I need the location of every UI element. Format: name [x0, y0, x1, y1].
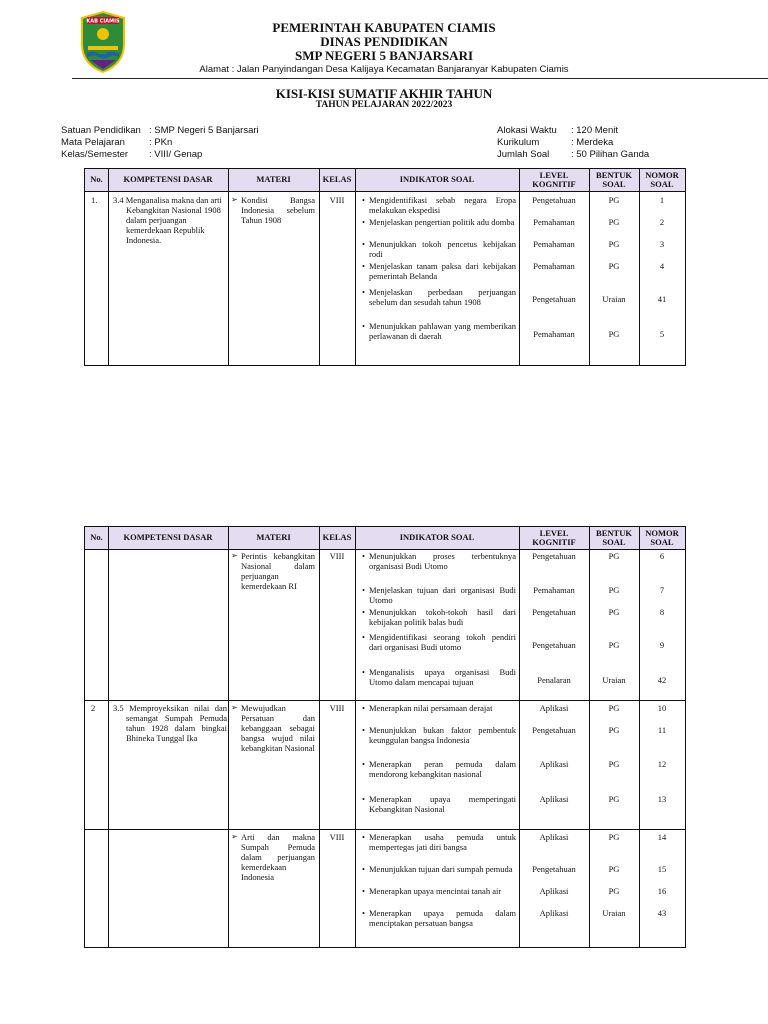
bentuk-soal-cell: PG — [608, 703, 620, 713]
indikator-item: • Menjelaskan tanam paksa dari kebijakan pemerintah Belanda — [358, 261, 516, 281]
indikator-item: • Menerapkan upaya pemuda dalam menciptakan persatuan bangsa — [358, 908, 516, 928]
row-divider — [85, 829, 685, 830]
indikator-item: • Menunjukkan proses terbentuknya organisasi Budi Utomo — [358, 551, 516, 571]
col-header-level-kognitif: LEVEL KOGNITIF — [532, 527, 576, 547]
col-header-no: No. — [90, 174, 103, 185]
bentuk-soal-cell: PG — [608, 585, 620, 595]
bentuk-soal-cell: PG — [608, 725, 620, 735]
bullet-dot-icon: • — [362, 794, 365, 804]
level-kognitif-cell: Pengetahuan — [532, 607, 576, 617]
nomor-soal-cell: 1 — [659, 195, 665, 205]
kelas-cell: VIII — [329, 195, 345, 205]
bentuk-soal-cell: PG — [608, 217, 620, 227]
indikator-item: • Mengidentifikasi seorang tokoh pendiri dari organisasi Budi utomo — [358, 632, 516, 652]
bentuk-soal-cell: Uraian — [602, 908, 626, 918]
bullet-dot-icon: • — [362, 703, 365, 713]
bentuk-soal-cell: PG — [608, 261, 620, 271]
indikator-item: • Menunjukkan pahlawan yang memberikan perlawanan di daerah — [358, 321, 516, 341]
bullet-dot-icon: • — [362, 908, 365, 918]
indikator-item: • Menganalisis upaya organisasi Budi Utomo dalam mencapai tujuan — [358, 667, 516, 687]
indikator-item: • Menerapkan usaha pemuda untuk mempertegas jati diri bangsa — [358, 832, 516, 852]
nomor-soal-cell: 13 — [657, 794, 667, 804]
col-header-level-kognitif: LEVEL KOGNITIF — [532, 169, 576, 189]
level-kognitif-cell: Pengetahuan — [532, 294, 576, 304]
bullet-dot-icon: • — [362, 632, 365, 642]
materi-cell — [231, 551, 315, 591]
row-number: 2 — [91, 703, 96, 713]
materi-cell — [231, 195, 315, 225]
bentuk-soal-cell: PG — [608, 607, 620, 617]
bullet-dot-icon: • — [362, 287, 365, 297]
svg-text:KAB CIAMIS: KAB CIAMIS — [86, 18, 120, 25]
indikator-item: • Menunjukkan tokoh-tokoh hasil dari kebijakan politik balas budi — [358, 607, 516, 627]
bullet-dot-icon: • — [362, 321, 365, 331]
bullet-dot-icon: • — [362, 667, 365, 677]
col-header-nomor-soal: NOMOR SOAL — [645, 527, 679, 547]
nomor-soal-cell: 15 — [657, 864, 667, 874]
col-header-bentuk-soal: BENTUK SOAL — [596, 527, 632, 547]
school-address: Alamat : Jalan Panyindangan Desa Kalijaya Kecamatan Banjaranyar Kabupaten Ciamis — [199, 64, 569, 75]
col-header-bentuk-soal: BENTUK SOAL — [596, 169, 632, 189]
indikator-item: • Menerapkan upaya mencintai tanah air — [358, 886, 516, 896]
col-header-indikator-soal: INDIKATOR SOAL — [399, 174, 475, 185]
bentuk-soal-cell: PG — [608, 551, 620, 561]
col-header-materi: MATERI — [256, 532, 291, 543]
level-kognitif-cell: Pemahaman — [533, 329, 575, 339]
school-name: SMP NEGERI 5 BANJARSARI — [294, 48, 474, 63]
nomor-soal-cell: 16 — [657, 886, 667, 896]
nomor-soal-cell: 2 — [659, 217, 665, 227]
bentuk-soal-cell: PG — [608, 832, 620, 842]
row-divider — [85, 700, 685, 701]
nomor-soal-cell: 43 — [657, 908, 667, 918]
bullet-dot-icon: • — [362, 864, 365, 874]
info-value: : VIII/ Genap — [149, 149, 203, 160]
kisi-kisi-table-1 — [84, 168, 686, 366]
bullet-dot-icon: • — [362, 239, 365, 249]
level-kognitif-cell: Aplikasi — [539, 759, 569, 769]
level-kognitif-cell: Pengetahuan — [532, 640, 576, 650]
bentuk-soal-cell: PG — [608, 329, 620, 339]
bullet-dot-icon: • — [362, 261, 365, 271]
kisi-kisi-table-2 — [84, 526, 686, 948]
info-value: : SMP Negeri 5 Banjarsari — [149, 125, 259, 136]
materi-cell — [231, 832, 315, 882]
level-kognitif-cell: Pemahaman — [533, 217, 575, 227]
col-header-kompetensi-dasar: KOMPETENSI DASAR — [123, 532, 213, 543]
info-label: Kelas/Semester — [61, 149, 129, 160]
materi-text: Kondisi Bangsa Indonesia sebelum Tahun 1908 — [241, 195, 315, 225]
info-value: : 50 Pilihan Ganda — [571, 149, 650, 160]
indikator-item: • Menunjukkan bukan faktor pembentuk keunggulan bangsa Indonesia — [358, 725, 516, 745]
bullet-dot-icon: • — [362, 551, 365, 561]
bentuk-soal-cell: PG — [608, 864, 620, 874]
nomor-soal-cell: 10 — [657, 703, 667, 713]
bentuk-soal-cell: PG — [608, 886, 620, 896]
col-header-kelas: KELAS — [322, 174, 352, 185]
nomor-soal-cell: 14 — [657, 832, 667, 842]
indikator-item: • Menunjukkan tokoh pencetus kebijakan rodi — [358, 239, 516, 259]
nomor-soal-cell: 11 — [657, 725, 667, 735]
bullet-arrow-icon: ➢ — [231, 551, 238, 560]
info-value: : PKn — [149, 137, 173, 148]
materi-text: Perintis kebangkitan Nasional dalam perjuangan kemerdekaan RI — [241, 551, 315, 591]
bullet-dot-icon: • — [362, 759, 365, 769]
info-label: Alokasi Waktu — [497, 125, 557, 136]
kelas-cell: VIII — [329, 551, 345, 561]
table-header-row — [85, 527, 685, 550]
bentuk-soal-cell: Uraian — [602, 675, 626, 685]
nomor-soal-cell: 3 — [659, 239, 665, 249]
indikator-item: • Menunjukkan tujuan dari sumpah pemuda — [358, 864, 516, 874]
department-name: DINAS PENDIDIKAN — [320, 34, 448, 49]
level-kognitif-cell: Pemahaman — [533, 261, 575, 271]
nomor-soal-cell: 4 — [659, 261, 665, 271]
row-number: 1. — [91, 195, 98, 205]
table-header-row — [85, 169, 685, 192]
nomor-soal-cell: 42 — [657, 675, 667, 685]
col-header-kelas: KELAS — [322, 532, 352, 543]
nomor-soal-cell: 6 — [659, 551, 665, 561]
info-value: : 120 Menit — [571, 125, 618, 136]
level-kognitif-cell: Pemahaman — [533, 585, 575, 595]
bentuk-soal-cell: PG — [608, 759, 620, 769]
document-title: KISI-KISI SUMATIF AKHIR TAHUN — [275, 86, 493, 101]
materi-cell — [231, 703, 315, 753]
kompetensi-dasar-cell: 3.5 Memproyeksikan nilai dan semangat Sumpah Pemuda tahun 1928 dalam bingkai Bhineka Tunggal Ika — [113, 703, 227, 743]
level-kognitif-cell: Aplikasi — [539, 886, 569, 896]
indikator-item: • Menerapkan peran pemuda dalam mendorong kebangkitan nasional — [358, 759, 516, 779]
materi-text: Mewujudkan Persatuan dan kebanggaan sebagai bangsa wujud nilai kebangkitan Nasional — [241, 703, 315, 753]
indikator-item: • Menerapkan nilai persamaan derajat — [358, 703, 516, 713]
info-label: Kurikulum — [497, 137, 540, 148]
col-header-nomor-soal: NOMOR SOAL — [645, 169, 679, 189]
info-label: Jumlah Soal — [497, 149, 550, 160]
bentuk-soal-cell: PG — [608, 794, 620, 804]
level-kognitif-cell: Pengetahuan — [532, 864, 576, 874]
bullet-arrow-icon: ➢ — [231, 832, 238, 841]
bullet-dot-icon: • — [362, 585, 365, 595]
col-header-materi: MATERI — [256, 174, 291, 185]
bentuk-soal-cell: Uraian — [602, 294, 626, 304]
col-header-indikator-soal: INDIKATOR SOAL — [399, 532, 475, 543]
level-kognitif-cell: Aplikasi — [539, 794, 569, 804]
bullet-dot-icon: • — [362, 195, 365, 205]
indikator-item: • Menjelaskan perbedaan perjuangan sebelum dan sesudah tahun 1908 — [358, 287, 516, 307]
document-subtitle: TAHUN PELAJARAN 2022/2023 — [315, 100, 453, 110]
nomor-soal-cell: 41 — [657, 294, 667, 304]
government-name: PEMERINTAH KABUPATEN CIAMIS — [272, 20, 496, 35]
info-label: Mata Pelajaran — [61, 137, 125, 148]
nomor-soal-cell: 5 — [659, 329, 665, 339]
bullet-dot-icon: • — [362, 217, 365, 227]
bentuk-soal-cell: PG — [608, 195, 620, 205]
indikator-item: • Menjelaskan tujuan dari organisasi Budi Utomo — [358, 585, 516, 605]
bullet-dot-icon: • — [362, 725, 365, 735]
bullet-dot-icon: • — [362, 886, 365, 896]
level-kognitif-cell: Aplikasi — [539, 908, 569, 918]
bullet-arrow-icon: ➢ — [231, 195, 238, 204]
col-header-no: No. — [90, 532, 103, 543]
level-kognitif-cell: Pengetahuan — [532, 195, 576, 205]
level-kognitif-cell: Penalaran — [537, 675, 571, 685]
level-kognitif-cell: Pengetahuan — [532, 551, 576, 561]
bullet-arrow-icon: ➢ — [231, 703, 238, 712]
kelas-cell: VIII — [329, 832, 345, 842]
kelas-cell: VIII — [329, 703, 345, 713]
nomor-soal-cell: 12 — [657, 759, 667, 769]
bentuk-soal-cell: PG — [608, 640, 620, 650]
materi-text: Arti dan makna Sumpah Pemuda dalam perjuangan kemerdekaan Indonesia — [241, 832, 315, 882]
level-kognitif-cell: Aplikasi — [539, 832, 569, 842]
indikator-item: • Menjelaskan pengertian politik adu domba — [358, 217, 516, 227]
header-divider — [72, 78, 768, 79]
level-kognitif-cell: Pemahaman — [533, 239, 575, 249]
bullet-dot-icon: • — [362, 832, 365, 842]
info-value: : Merdeka — [571, 137, 614, 148]
indikator-item: • Menerapkan upaya memperingati Kebangkitan Nasional — [358, 794, 516, 814]
info-label: Satuan Pendidikan — [61, 125, 141, 136]
bullet-dot-icon: • — [362, 607, 365, 617]
level-kognitif-cell: Aplikasi — [539, 703, 569, 713]
nomor-soal-cell: 9 — [659, 640, 665, 650]
bentuk-soal-cell: PG — [608, 239, 620, 249]
indikator-item: • Mengidentifikasi sebab negara Eropa melakukan ekspedisi — [358, 195, 516, 215]
col-header-kompetensi-dasar: KOMPETENSI DASAR — [123, 174, 213, 185]
nomor-soal-cell: 7 — [659, 585, 665, 595]
kompetensi-dasar-cell: 3.4 Menganalisa makna dan arti Kebangkitan Nasional 1908 dalam perjuangan kemerdekaan Republik Indonesia. — [113, 195, 222, 245]
level-kognitif-cell: Pengetahuan — [532, 725, 576, 735]
nomor-soal-cell: 8 — [659, 607, 665, 617]
